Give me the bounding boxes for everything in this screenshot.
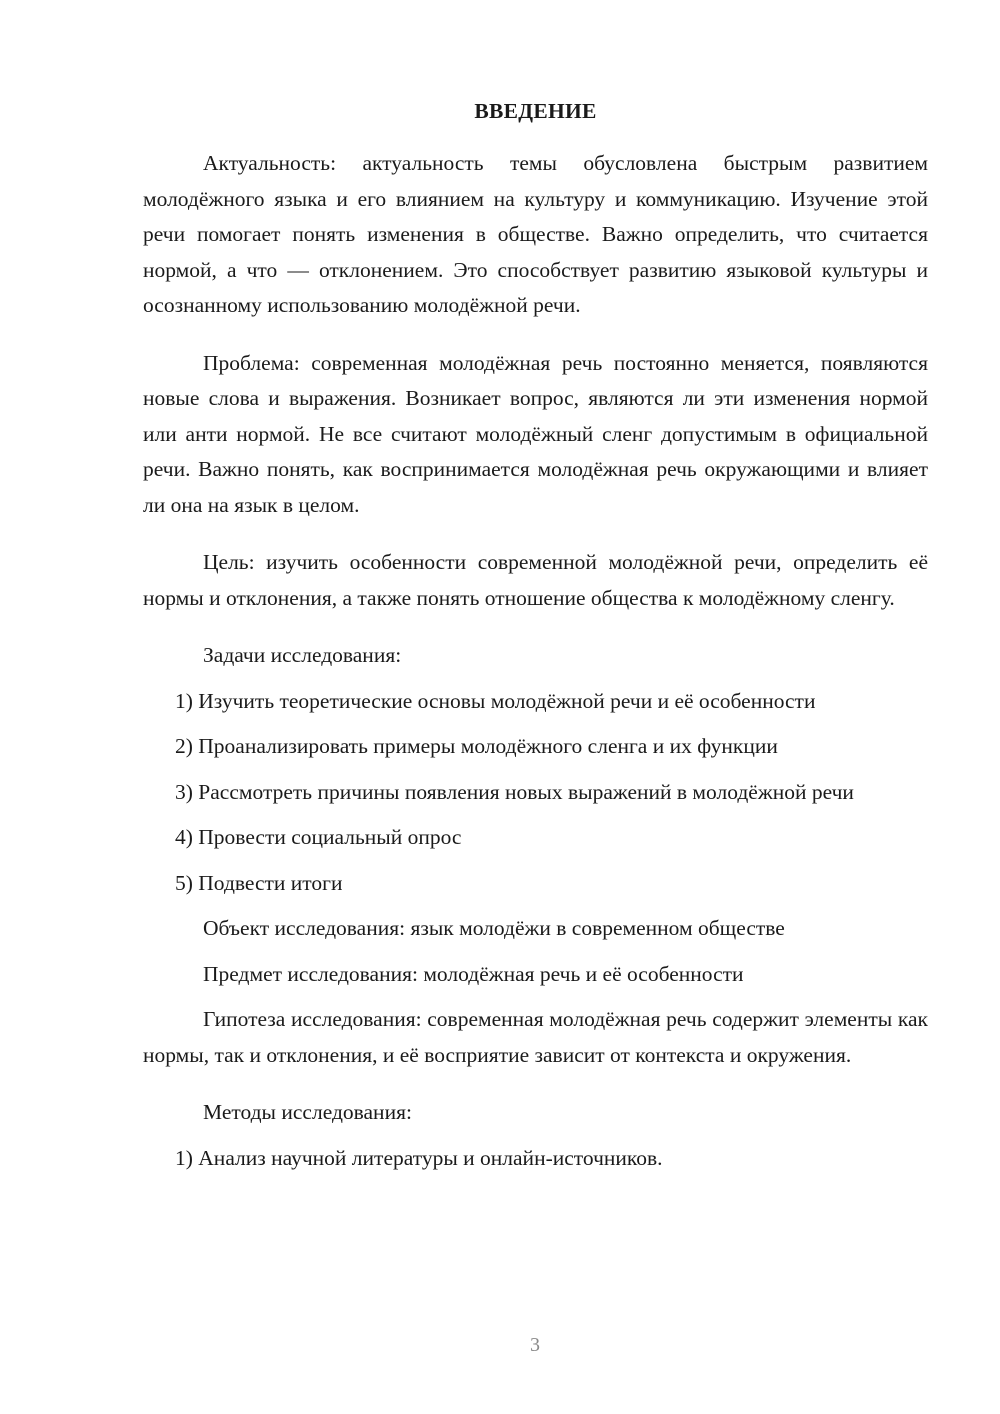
methods-heading: Методы исследования: — [203, 1100, 412, 1124]
task-item: 5) Подвести итоги — [175, 870, 343, 895]
task-item: 1) Изучить теоретические основы молодёжной речи и её особенности — [175, 688, 816, 713]
task-item: 2) Проанализировать примеры молодёжного сленга и их функции — [175, 734, 778, 758]
document-page — [143, 96, 928, 1176]
relevance-paragraph: Актуальность: актуальность темы обусловлена быстрым развитием молодёжного языка и его влиянием на культуру и коммуникацию. Изучение этой речи помогает понять изменения в обществе. Важно определить, что считается нормой, а что — отклонением. Это способствует развитию языковой культуры и осознанному использованию молодёжной речи. — [143, 151, 928, 317]
hypothesis-paragraph: Гипотеза исследования: современная молодёжная речь содержит элементы как нормы, так и отклонения, и её восприятие зависит от контекста и окружения. — [143, 1007, 928, 1067]
research-subject: Предмет исследования: молодёжная речь и её особенности — [203, 961, 744, 986]
page-number: 3 — [530, 1334, 540, 1356]
goal-paragraph: Цель: изучить особенности современной молодёжной речи, определить её нормы и отклонения, а также понять отношение общества к молодёжному сленгу. — [143, 550, 928, 610]
tasks-heading: Задачи исследования: — [203, 643, 402, 667]
research-object: Объект исследования: язык молодёжи в современном обществе — [203, 916, 785, 940]
task-item: 4) Провести социальный опрос — [175, 825, 462, 849]
section-heading: ВВЕДЕНИЕ — [474, 99, 597, 123]
problem-paragraph: Проблема: современная молодёжная речь постоянно меняется, появляются новые слова и выражения. Возникает вопрос, являются ли эти изменения нормой или анти нормой. Не все считают молодёжный сленг допустимым в официальной речи. Важно понять, как воспринимается молодёжная речь окружающими и влияет ли она на язык в целом. — [143, 350, 928, 517]
method-item: 1) Анализ научной литературы и онлайн-источников. — [175, 1145, 663, 1170]
task-item: 3) Рассмотреть причины появления новых выражений в молодёжной речи — [175, 779, 854, 804]
